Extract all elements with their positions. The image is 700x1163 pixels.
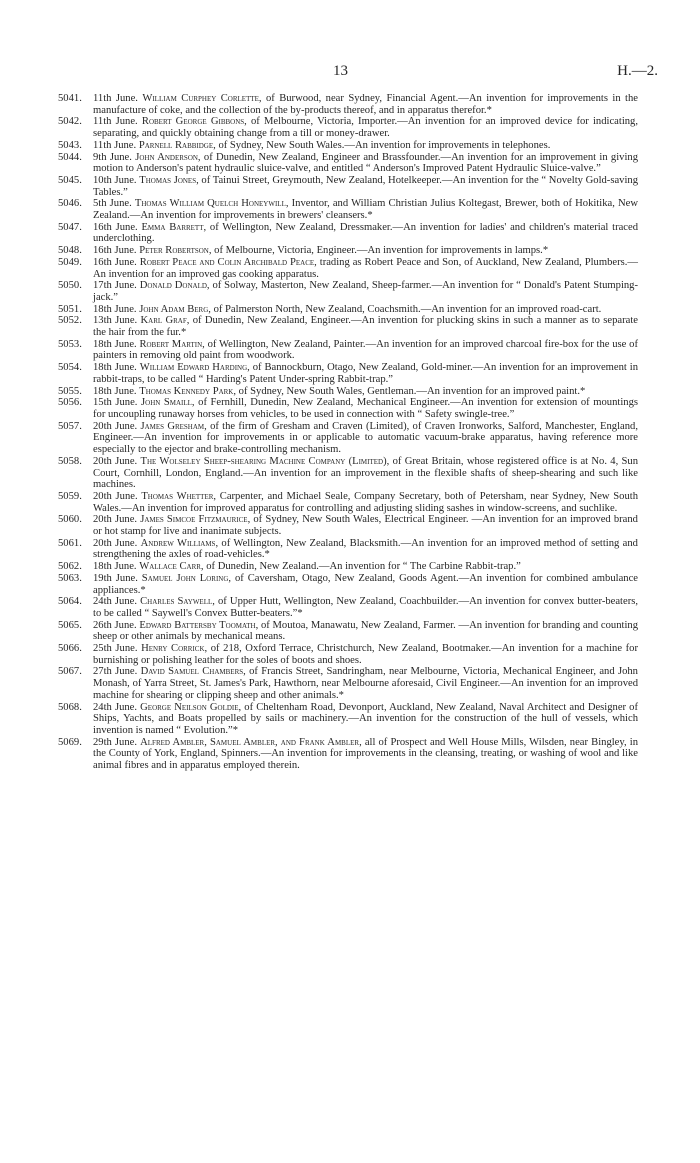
entry-number: 5063. — [58, 572, 82, 584]
entry-number: 5042. — [58, 116, 82, 128]
entry-description: of Sydney, New South Wales, Electrical Engineer. —An invention for an improved brand or hot stamp for live and inanimate subjects. — [93, 514, 638, 538]
entry-description: all of Prospect and Well House Mills, Wilsden, near Bingley, in the County of York, England, Spinners.—An invention for improvements in the cleansing, treating, or washing of wool and like animal fibres and in apparatus employed therein. — [93, 736, 638, 772]
entry-number: 5056. — [58, 397, 82, 409]
entry-applicant-name: Thomas Whetter, — [141, 490, 217, 502]
entry-date: 20th June. — [93, 455, 138, 467]
entry-description: of Dunedin, New Zealand, Engineer.—An invention for plucking skins in such a manner as to separate the hair from the fur.* — [93, 315, 638, 339]
entry-applicant-name: Henry Corrick, — [141, 643, 208, 655]
entry-applicant-name: Edward Battersby Toomath, — [139, 619, 259, 631]
entry-number: 5064. — [58, 596, 82, 608]
entry-applicant-name: Donald Donald, — [139, 280, 210, 292]
entry-description: of Melbourne, Victoria, Importer.—An invention for an improved device for indicating, separating, and quickly obtaining change from a till or money-drawer. — [93, 116, 638, 140]
entry-date: 18th June. — [93, 561, 137, 573]
entry-description: trading as Robert Peace and Son, of Auckland, New Zealand, Plumbers.—An invention for an improved gas cooking apparatus. — [93, 256, 638, 280]
patent-entry — [58, 491, 638, 514]
entry-date: 18th June. — [93, 303, 137, 315]
entry-date: 24th June. — [93, 701, 138, 713]
patent-entry — [58, 643, 638, 666]
patent-entry — [58, 737, 638, 772]
entry-date: 9th June. — [93, 151, 132, 163]
patent-entry — [58, 573, 638, 596]
entry-date: 11th June. — [93, 116, 138, 128]
entry-description: of Burwood, near Sydney, Financial Agent.—An invention for improvements in the manufacture of coke, and the collection of the by-products thereof, and in apparatus therefor.* — [93, 93, 638, 116]
entry-description: of Fernhill, Dunedin, New Zealand, Mechanical Engineer.—An invention for extension of mountings for uncoupling runaway horses from vehicles, to be used in connection with “ Safety swingle-tree.” — [93, 397, 638, 420]
entry-number: 5051. — [58, 303, 82, 315]
patent-entry — [58, 514, 638, 537]
patent-entry — [58, 362, 638, 385]
entry-description: of Tainui Street, Greymouth, New Zealand, Hotelkeeper.—An invention for the “ Novelty Gold-saving Tables.” — [93, 174, 638, 198]
entry-applicant-name: Karl Graf, — [140, 315, 190, 327]
patent-entry — [58, 280, 638, 303]
patent-entry — [58, 397, 638, 420]
entry-applicant-name: John Anderson, — [135, 151, 201, 163]
entry-date: 10th June. — [93, 174, 137, 186]
patent-entry — [58, 140, 638, 152]
entry-number: 5050. — [58, 280, 82, 292]
entry-description: of Palmerston North, New Zealand, Coachsmith.—An invention for an improved road-cart. — [210, 303, 602, 315]
entry-applicant-name: Robert Martin, — [139, 338, 205, 350]
patent-entry — [58, 93, 638, 116]
entry-number: 5041. — [58, 93, 82, 104]
entry-date: 16th June. — [93, 221, 138, 233]
entry-applicant-name: Samuel John Loring, — [141, 572, 232, 584]
entry-number: 5044. — [58, 151, 82, 163]
entry-description: of Wellington, New Zealand, Dressmaker.—An invention for ladies' and children's material traced underclothing. — [93, 221, 638, 245]
entry-description: of Wellington, New Zealand, Blacksmith.—An invention for an improved method of setting and strengthening the axles of road-vehicles.* — [93, 537, 638, 561]
entry-applicant-name: Wallace Carr, — [139, 561, 204, 573]
entry-date: 20th June. — [93, 537, 138, 549]
entry-date: 26th June. — [93, 619, 137, 631]
entry-number: 5058. — [58, 455, 82, 467]
patent-entry — [58, 456, 638, 491]
entry-date: 18th June. — [93, 338, 137, 350]
entry-date: 15th June. — [93, 397, 138, 409]
entry-number: 5049. — [58, 256, 82, 268]
entry-description: of Solway, Masterton, New Zealand, Sheep-farmer.—An invention for “ Donald's Patent Stumping-jack.” — [93, 280, 639, 303]
entry-date: 19th June. — [93, 572, 138, 584]
entry-description: of Sydney, New South Wales, Gentleman.—An invention for an improved paint.* — [236, 385, 586, 397]
entry-number: 5068. — [58, 701, 82, 713]
entry-description: of Sydney, New South Wales.—An invention for improvements in telephones. — [215, 139, 551, 151]
entry-description: of Upper Hutt, Wellington, New Zealand, Coachbuilder.—An invention for convex butter-beaters, to be called “ Saywell's Convex Butter-beaters.”* — [93, 596, 638, 619]
entry-applicant-name: John Smaill, — [141, 397, 195, 409]
entry-description: of Bannockburn, Otago, New Zealand, Gold-miner.—An invention for an improvement in rabbit-traps, to be called “ Harding's Patent Under-spring Rabbit-trap.” — [93, 362, 638, 385]
entry-date: 17th June. — [93, 280, 137, 292]
entry-applicant-name: John Adam Berg, — [139, 303, 211, 315]
entry-number: 5053. — [58, 338, 82, 350]
patent-entry — [58, 315, 638, 338]
patent-entry-list — [58, 93, 638, 772]
entry-applicant-name: Thomas Kennedy Park, — [139, 385, 237, 397]
entry-date: 24th June. — [93, 596, 137, 608]
patent-entry — [58, 198, 638, 221]
entry-description: of Cheltenham Road, Devonport, Auckland, New Zealand, Naval Architect and Designer of Ships, Yachts, and Boats propelled by sails or machinery.—An invention for the construction of the hull of vessels, which invention is named “ Evolution.”* — [93, 701, 639, 736]
entry-number: 5054. — [58, 362, 82, 374]
entry-number: 5069. — [58, 736, 82, 748]
entry-description: of Great Britain, whose registered office is at No. 4, Sun Court, Cornhill, London, England.—An invention for an improvement in the flexible shafts of sheep-shearing and such like machines. — [93, 455, 638, 491]
entry-date: 27th June. — [93, 666, 138, 678]
entry-number: 5062. — [58, 561, 82, 573]
entry-applicant-name: William Curphey Corlette, — [142, 93, 262, 104]
entry-description: Inventor, and William Christian Julius Koltegast, Brewer, both of Hokitika, New Zealand.—An invention for improvements in brewers' cleansers.* — [93, 198, 638, 222]
entry-description: Carpenter, and Michael Seale, Company Secretary, both of Petersham, near Sydney, New South Wales.—An invention for improved apparatus for controlling and adjusting sliding sashes in window-screens, and suchlike. — [93, 490, 638, 514]
entry-date: 18th June. — [93, 385, 137, 397]
patent-entry — [58, 304, 638, 316]
entry-description: of 218, Oxford Terrace, Christchurch, New Zealand, Bootmaker.—An invention for a machine for burnishing or polishing leather for the soles of boots and shoes. — [93, 643, 638, 666]
entry-description: of Wellington, New Zealand, Painter.—An invention for an improved charcoal fire-box for the use of painters in removing old paint from woodwork. — [93, 338, 638, 362]
entry-description: of the firm of Gresham and Craven (Limited), of Craven Ironworks, Salford, Manchester, England, Engineer.—An invention for improvements in or applicable to automatic vacuum-brake apparatus, having reference more especially to the ejector and brake-controlling mechanism. — [93, 420, 638, 456]
entry-date: 16th June. — [93, 256, 137, 268]
entry-number: 5055. — [58, 385, 82, 397]
patent-entry — [58, 702, 638, 737]
patent-entry — [58, 339, 638, 362]
entry-number: 5057. — [58, 420, 82, 432]
entry-description: of Dunedin, New Zealand, Engineer and Brassfounder.—An invention for an improvement in giving motion to Anderson's patent hydraulic sluice-valve, and entitled “ Anderson's Improved Patent Hydraulic Sluice-valve.” — [93, 151, 638, 175]
entry-number: 5059. — [58, 490, 82, 502]
entry-applicant-name: Peter Robertson, — [139, 245, 212, 257]
entry-number: 5043. — [58, 139, 82, 151]
entry-date: 16th June. — [93, 245, 137, 257]
entry-date: 11th June. — [93, 93, 138, 104]
entry-number: 5046. — [58, 198, 82, 210]
entry-number: 5060. — [58, 514, 82, 526]
entry-applicant-name: Parnell Rabbidge, — [138, 139, 216, 151]
entry-number: 5061. — [58, 537, 82, 549]
entry-applicant-name: William Edward Harding, — [139, 362, 250, 374]
patent-entry — [58, 245, 638, 257]
entry-date: 18th June. — [93, 362, 137, 374]
entry-date: 20th June. — [93, 514, 138, 526]
entry-applicant-name: James Gresham, — [140, 420, 207, 432]
entry-number: 5065. — [58, 619, 82, 631]
patent-entry — [58, 620, 638, 643]
entry-number: 5047. — [58, 221, 82, 233]
page-number: 13 — [333, 63, 348, 79]
entry-applicant-name: Thomas Jones, — [139, 174, 199, 186]
patent-entry — [58, 666, 638, 701]
patent-entry — [58, 386, 638, 398]
entry-number: 5066. — [58, 643, 82, 655]
entry-applicant-name: Thomas William Quelch Honeywill, — [134, 198, 289, 210]
entry-applicant-name: Charles Saywell, — [140, 596, 215, 608]
entry-applicant-name: Emma Barrett, — [141, 221, 207, 233]
entry-number: 5067. — [58, 666, 82, 678]
entry-date: 13th June. — [93, 315, 138, 327]
entry-applicant-name: David Samuel Chambers, — [140, 666, 246, 678]
patent-entry — [58, 175, 638, 198]
entry-description: of Dunedin, New Zealand.—An invention for “ The Carbine Rabbit-trap.” — [203, 561, 521, 573]
entry-applicant-name: James Simcoe Fitzmaurice, — [140, 514, 251, 526]
patent-entry — [58, 538, 638, 561]
entry-description: of Caversham, Otago, New Zealand, Goods Agent.—An invention for combined ambulance appliances.* — [93, 572, 638, 596]
patent-entry — [58, 596, 638, 619]
entry-date: 20th June. — [93, 420, 138, 432]
entry-applicant-name: Andrew Williams, — [140, 537, 219, 549]
entry-applicant-name: The Wolseley Sheep-shearing Machine Company (Limited), — [140, 455, 390, 467]
entry-date: 5th June. — [93, 198, 132, 210]
patent-entry — [58, 152, 638, 175]
entry-date: 11th June. — [93, 139, 137, 151]
patent-entry — [58, 257, 638, 280]
page-reference: H.—2. — [617, 63, 658, 79]
entry-date: 20th June. — [93, 490, 138, 502]
entry-description: of Francis Street, Sandringham, near Melbourne, Victoria, Mechanical Engineer, and John Monash, of Yarra Street, St. James's Park, Hawthorn, near Melbourne aforesaid, Civil Engineer.—An invention for an improved machine for shearing or clipping sheep and other animals.* — [93, 666, 638, 701]
entry-number: 5048. — [58, 245, 82, 257]
entry-date: 25th June. — [93, 643, 138, 655]
patent-entry — [58, 222, 638, 245]
entry-number: 5052. — [58, 315, 82, 327]
entry-number: 5045. — [58, 174, 82, 186]
entry-description: of Moutoa, Manawatu, New Zealand, Farmer. —An invention for branding and counting sheep or other animals by mechanical means. — [93, 619, 638, 643]
entry-applicant-name: Robert George Gibbons, — [141, 116, 247, 128]
patent-entry — [58, 421, 638, 456]
patent-entry — [58, 116, 638, 139]
entry-applicant-name: George Neilson Goldie, — [140, 701, 242, 713]
patent-entry — [58, 561, 638, 573]
entry-description: of Melbourne, Victoria, Engineer.—An invention for improvements in lamps.* — [211, 245, 549, 257]
entry-applicant-name: Alfred Ambler, Samuel Ambler, and Frank Ambler, — [140, 736, 362, 748]
entry-applicant-name: Robert Peace and Colin Archibald Peace, — [139, 256, 317, 268]
entry-date: 29th June. — [93, 736, 138, 748]
